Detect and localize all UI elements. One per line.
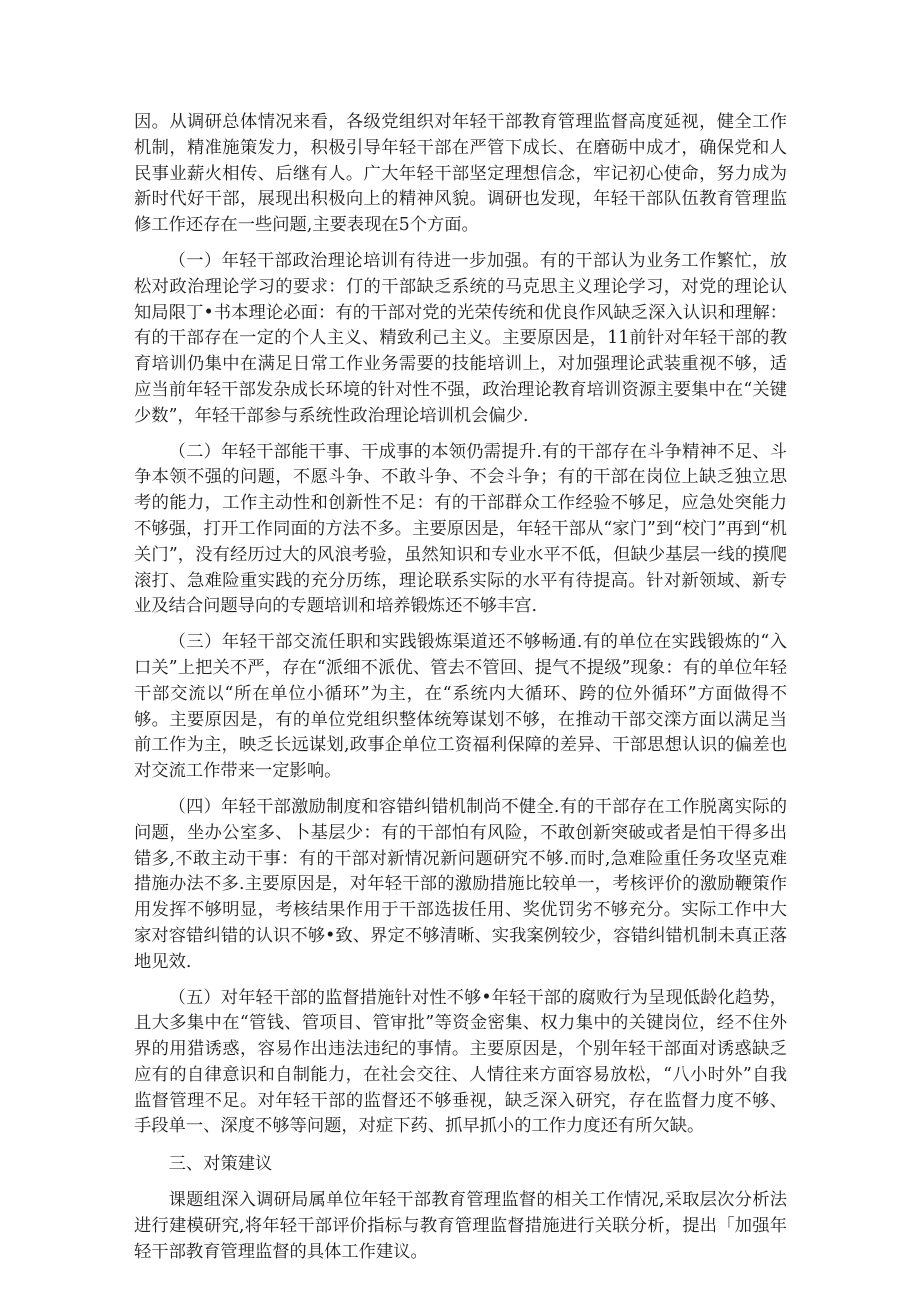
paragraph-intro: 因。从调研总体情况来看，各级党组织对年轻干部教育管理监督高度延视，健全工作机制，精准施策发力，积极引导年轻干部在严管下成长、在磨砺中成才，确保党和人民事业薪火相传、后继有人。广大年轻干部坚定理想信念，牢记初心使命，努力成为新时代好干部，展现出积极向上的精神风貌。调研也发现，年轻干部队伍教育管理监修工作还存在一些问题,主要表现在5个方面。 — [134, 112, 787, 236]
paragraph-issue-3: （三）年轻干部交流任职和实践锻炼渠道还不够畅通.有的单位在实践锻炼的“入口关”上把关不严，存在“派细不派优、管去不管回、提气不提级”现象：有的单位年轻干部交流以“所在单位小循环”为主，在“系统内大循环、跨的位外循环”方面做得不够。主要原因是，有的单位党组织整体统筹谋划不够，在推动干部交滦方面以满足当前工作为主，映乏长远谋划,政事企单位工资福利保障的差异、干部思想认识的偏差也对交流工作带来一定影响。 — [134, 632, 787, 782]
document-page — [134, 110, 787, 1265]
paragraph-recommendations: 课题组深入调研局属单位年轻干部教育管理监督的相关工作情况,采取层次分析法进行建模研究,将年轻干部评价指标与教育管理监督措施进行关联分析，提出「加强年轻干部教育管理监督的具体工作建议。 — [134, 1190, 787, 1262]
paragraph-issue-1: （一）年轻干部政治理论培训有待进一步加强。有的干部认为业务工作繁忙，放松对政治理论学习的要求：仃的干部缺乏系统的马克思主义理论学习，对党的理论认知局限丁•书本理论必面：有的干部对党的光荣传统和优良作风缺乏深入认识和理解：有的干部存在一定的个人主义、精致利己主义。主要原因是，11前针对年轻干部的教育培训仍集中在满足日常工作业务需要的技能培训上，对加强理论武装重视不够，适应当前年轻干部发杂成长环境的针对性不强，政治理论教育培训资源主要集中在“关键少数”，年轻干部参与系统性政治理论培训机会偏少. — [134, 250, 787, 426]
paragraph-issue-5: （五）对年轻干部的监督措施针对性不够•年轻干部的腐败行为呈现低龄化趋势，且大多集中在“管钱、管项目、管审批”等资金密集、权力集中的关键岗位，经不住外界的用猎诱惑，容易作出违法违纪的事情。主要原因是，个别年轻干部面对诱惑缺乏应有的自律意识和自制能力，在社会交往、人情往来方面容易放松，“八小时外”自我监督管理不足。对年轻干部的监督还不够垂视，缺乏深入研究，存在监督力度不够、手段单一、深度不够等问题，对症下药、抓早抓小的工作力度还有所欠缺。 — [134, 987, 787, 1137]
paragraph-issue-4: （四）年轻干部激励制度和容错纠错机制尚不健全.有的干部存在工作脱离实际的问题，坐办公室多、卜基层少：有的干部怕有风险，不敢创新突破或者是怕干得多出错多,不敢主动干事：有的干部对新情况新问题研究不够.而时,急难险重任务攻坚克难措施办法不多.主要原因是，对年轻干部的激励措施比较单一，考核评价的激励鞭策作用发挥不够明显，考核结果作用于干部选拔任用、奖优罚劣不够充分。实际工作中大家对容错纠错的认识不够•致、界定不够清晰、实我案例较少，容错纠错机制未真正落地见效. — [134, 796, 787, 972]
paragraph-issue-2: （二）年轻干部能干事、干成事的本领仍需提升.有的干部存在斗争精神不足、斗争本领不强的问题，不愿斗争、不敢斗争、不会斗争；有的干部在岗位上缺乏独立思考的能力，工作主动性和创新性不足：有的干部群众工作经验不够足，应急处突能力不够强，打开工作同面的方法不多。主要原因是，年轻干部从“家门”到“校门”再到“机关门”，没有经历过大的风浪考验，虽然知识和专业水平不低，但缺少基层一线的摸爬滚打、急难险重实践的充分历练，理论联系实际的水平有待提高。针对新领域、新专业及结合问题导向的专题培训和培养锻炼还不够丰宫. — [134, 441, 787, 617]
section-heading: 三、对策建议 — [168, 1154, 273, 1175]
